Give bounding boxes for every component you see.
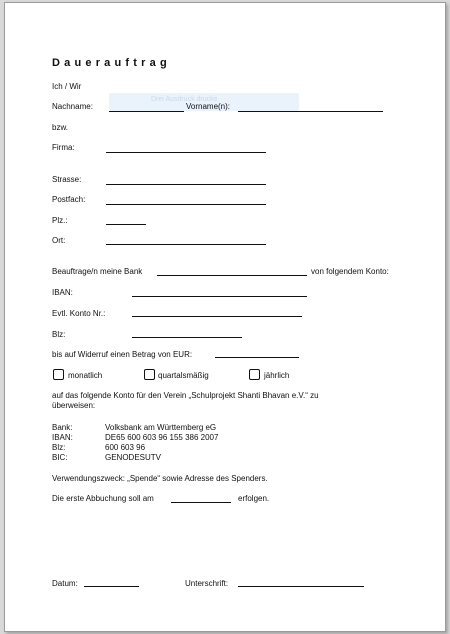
strasse-field[interactable] xyxy=(106,174,266,184)
bank-iban-label: IBAN: xyxy=(52,433,73,442)
ort-label: Ort: xyxy=(52,236,66,245)
abbuchung-field[interactable] xyxy=(171,492,231,502)
postfach-field[interactable] xyxy=(106,194,266,204)
bank-bic-label: BIC: xyxy=(52,453,68,462)
jaehrlich-checkbox[interactable] xyxy=(249,369,260,380)
betrag-field-line xyxy=(215,357,299,358)
form-subtitle: Ich / Wir xyxy=(52,82,82,91)
postfach-label: Postfach: xyxy=(52,195,86,204)
bank-bic-value: GENODESUTV xyxy=(105,453,162,462)
plz-field-line xyxy=(106,224,146,225)
iban-field-line xyxy=(132,296,307,297)
iban-field[interactable] xyxy=(132,286,307,296)
betrag-label: bis auf Widerruf einen Betrag von EUR: xyxy=(52,350,193,359)
unterschrift-label: Unterschrift: xyxy=(185,579,229,588)
bank-blz-label: Blz: xyxy=(52,443,66,452)
bank-name-label: Bank: xyxy=(52,423,73,432)
evtl-konto-field-line xyxy=(132,316,302,317)
ueberweisen-text-2: überweisen: xyxy=(52,401,96,410)
monatlich-label: monatlich xyxy=(68,371,103,380)
ort-field-line xyxy=(106,244,266,245)
nachname-field[interactable] xyxy=(109,101,184,111)
nachname-label: Nachname: xyxy=(52,102,93,111)
strasse-field-line xyxy=(106,184,266,185)
blz-field[interactable] xyxy=(132,327,242,337)
datum-label: Datum: xyxy=(52,579,78,588)
evtl-konto-label: Evtl. Konto Nr.: xyxy=(52,309,106,318)
quartal-checkbox[interactable] xyxy=(144,369,155,380)
strasse-label: Strasse: xyxy=(52,175,82,184)
vorname-field-line xyxy=(238,111,383,112)
bank-blz-value: 600 603 96 xyxy=(105,443,146,452)
bank-field[interactable] xyxy=(157,265,307,275)
datum-field-line xyxy=(84,586,139,587)
faded-overlay-text: Drei Ausdruck drucke xyxy=(151,96,218,103)
blz-label: Blz: xyxy=(52,330,66,339)
firma-label: Firma: xyxy=(52,143,75,152)
vorname-label: Vorname(n): xyxy=(186,102,231,111)
bank-field-line xyxy=(157,275,307,276)
postfach-field-line xyxy=(106,204,266,205)
ueberweisen-text-1: auf das folgende Konto für den Verein „Schulprojekt Shanti Bhavan e.V.“ zu xyxy=(52,391,319,400)
quartal-label: quartalsmäßig xyxy=(158,371,209,380)
iban-label: IBAN: xyxy=(52,288,73,297)
ort-field[interactable] xyxy=(106,234,266,244)
nachname-field-line xyxy=(109,111,184,112)
beauftrage-label: Beauftrage/n meine Bank xyxy=(52,267,143,276)
jaehrlich-label: jährlich xyxy=(264,371,290,380)
bzw-label: bzw. xyxy=(52,123,69,132)
form-page xyxy=(4,2,446,632)
monatlich-checkbox[interactable] xyxy=(53,369,64,380)
abbuchung-field-line xyxy=(171,502,231,503)
datum-field[interactable] xyxy=(84,576,139,586)
plz-field[interactable] xyxy=(106,214,146,224)
unterschrift-field[interactable] xyxy=(238,576,364,586)
bank-iban-value: DE65 600 603 96 155 386 2007 xyxy=(105,433,219,442)
form-title: Dauerauftrag xyxy=(52,57,171,69)
firma-field[interactable] xyxy=(106,142,266,152)
bank-name-value: Volksbank am Württemberg eG xyxy=(105,423,217,432)
von-konto-label: von folgendem Konto: xyxy=(311,267,389,276)
abbuchung-text: Die erste Abbuchung soll am xyxy=(52,494,154,503)
betrag-field[interactable] xyxy=(215,347,299,357)
abbuchung-post-text: erfolgen. xyxy=(238,494,270,503)
vorname-field[interactable] xyxy=(238,101,383,111)
plz-label: Plz.: xyxy=(52,216,68,225)
verwendungszweck-text: Verwendungszweck: „Spende“ sowie Adresse des Spenders. xyxy=(52,474,268,483)
evtl-konto-field[interactable] xyxy=(132,306,302,316)
blz-field-line xyxy=(132,337,242,338)
firma-field-line xyxy=(106,152,266,153)
unterschrift-field-line xyxy=(238,586,364,587)
